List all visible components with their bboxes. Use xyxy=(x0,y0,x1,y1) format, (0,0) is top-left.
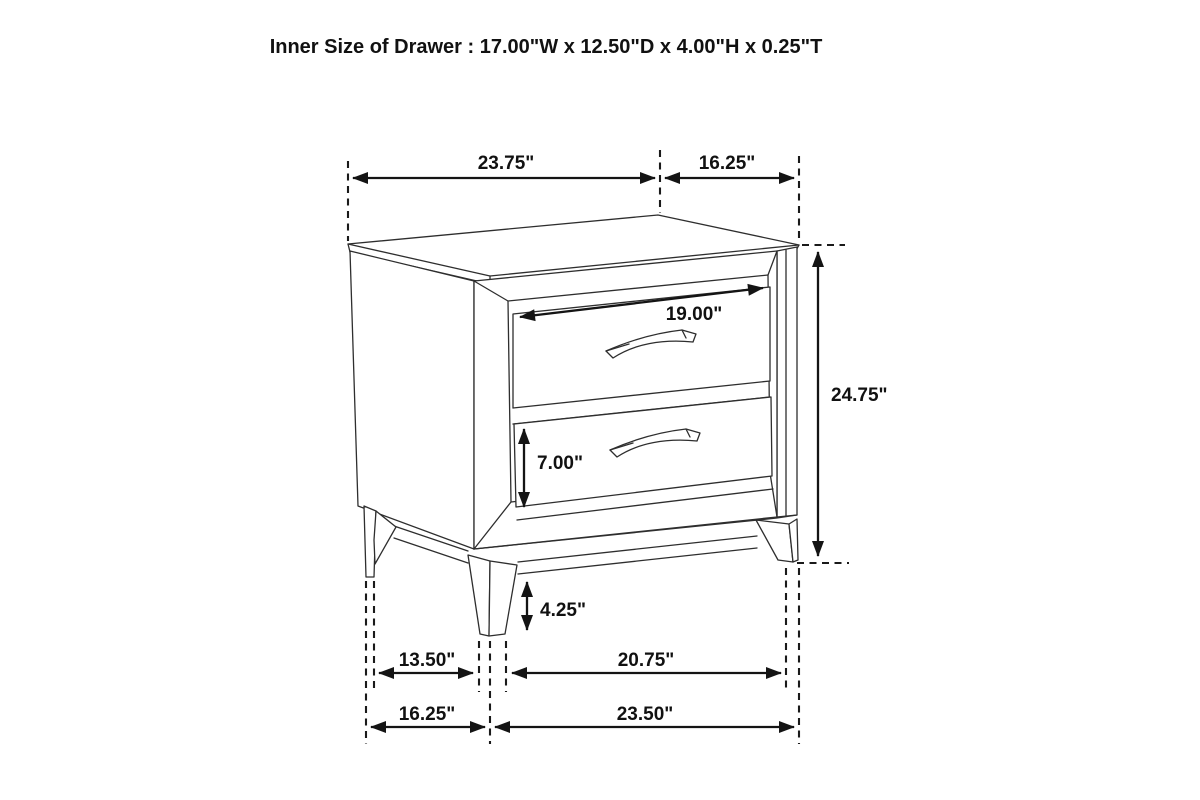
dim-base-depth-label: 16.25" xyxy=(398,704,456,725)
dim-base-width xyxy=(495,704,794,727)
dim-leg-height-label: 4.25" xyxy=(540,600,586,621)
dim-overall-height-label: 24.75" xyxy=(831,385,888,406)
front-left-leg-front xyxy=(489,561,517,636)
front-right-leg xyxy=(756,519,798,562)
dim-top-width-label: 23.75" xyxy=(477,153,535,174)
dim-drawer-width-label: 19.00" xyxy=(665,304,723,325)
dim-leg-spacing-side xyxy=(379,650,473,673)
dim-leg-height xyxy=(527,582,586,630)
left-side-panel xyxy=(350,251,474,549)
right-side-face xyxy=(777,247,797,517)
front-apron xyxy=(518,536,757,574)
dim-base-width-label: 23.50" xyxy=(616,704,674,725)
dim-overall-height xyxy=(797,245,888,563)
dim-top-depth xyxy=(665,153,794,178)
diagram-title: Inner Size of Drawer : 17.00"W x 12.50"D x 4.00"H x 0.25"T xyxy=(269,36,823,58)
right-side-panel xyxy=(777,247,797,517)
dim-leg-spacing-side-label: 13.50" xyxy=(398,650,456,671)
front-right-leg-front xyxy=(756,520,793,562)
dim-top-depth-label: 16.25" xyxy=(698,153,756,174)
dim-top-width xyxy=(353,153,655,178)
front-left-leg-side xyxy=(468,555,490,636)
dim-leg-spacing-front xyxy=(512,650,781,673)
dim-leg-spacing-front-label: 20.75" xyxy=(617,650,675,671)
nightstand-drawing xyxy=(348,215,799,636)
front-left-leg xyxy=(468,555,517,636)
dim-drawer-height-label: 7.00" xyxy=(537,453,583,474)
dim-base-depth xyxy=(371,704,485,727)
